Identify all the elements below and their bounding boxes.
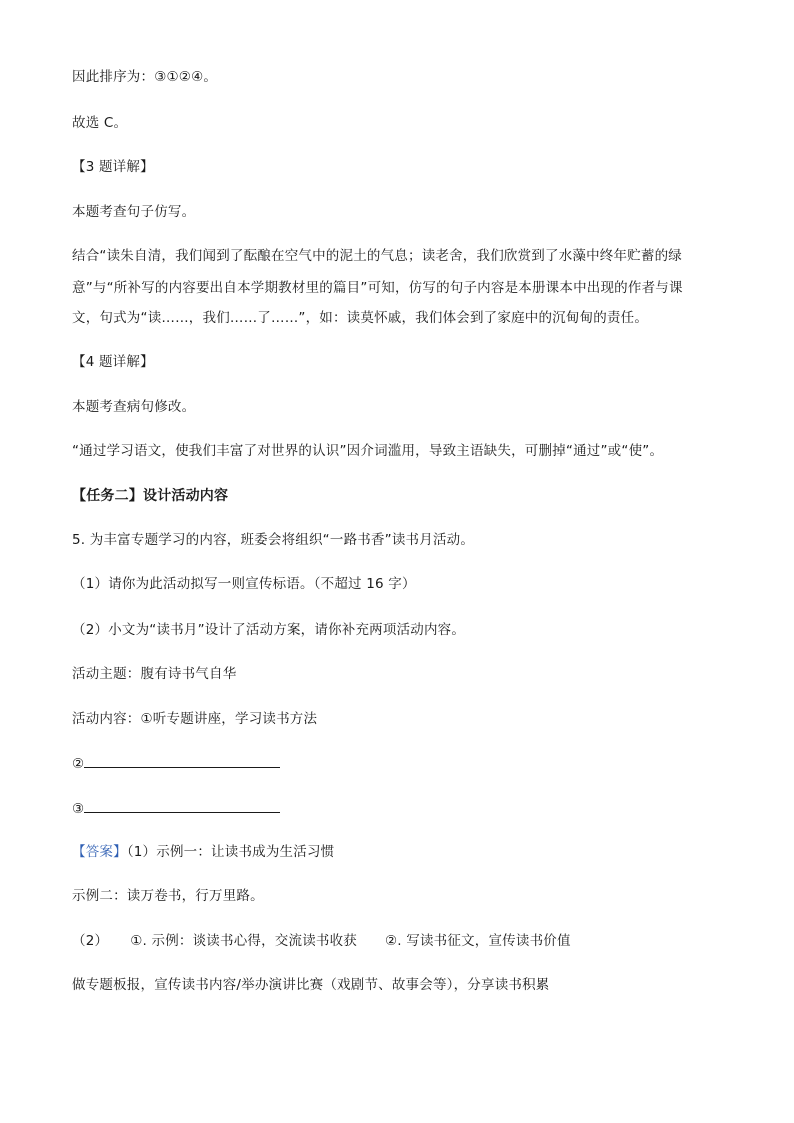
answer-tag: 【答案】 [72,844,127,860]
answer-line-1 [72,842,334,862]
q5-sub2: （2）小文为“读书月”设计了活动方案，请你补充两项活动内容。 [72,622,466,638]
answer-line-2 [72,931,571,951]
answer-2-item-3: 做专题板报，宣传读书内容/举办演讲比赛（戏剧节、故事会等），分享读书积累 [72,977,550,993]
q3-intro: 本题考查句子仿写。 [72,204,196,220]
blank-label-2: ② [72,756,85,772]
task2-heading: 【任务二】设计活动内容 [72,488,229,504]
answer-example-1: （1）示例一：让读书成为生活习惯 [126,844,335,860]
q3-analysis-line2: 意”与“所补写的内容要出自本学期教材里的篇目”可知，仿写的句子内容是本册课本中出现的作者与课 [72,280,683,296]
q4-analysis: “通过学习语文，使我们丰富了对世界的认识”因介词滥用，导致主语缺失，可删掉“通过”或“使”。 [72,443,664,459]
answer-2-item-2: ②. 写读书征文，宣传读书价值 [385,933,571,949]
q4-heading: 【4 题详解】 [72,354,154,370]
q5-stem: 5. 为丰富专题学习的内容，班委会将组织“一路书香”读书月活动。 [72,532,475,548]
answer-blank-2 [84,753,280,768]
answer-2-prefix: （2） [72,933,109,949]
blank-line-2 [72,753,280,774]
answer-blank-3 [84,798,280,813]
blank-label-3: ③ [72,801,85,817]
q5-sub1: （1）请你为此活动拟写一则宣传标语。（不超过 16 字） [72,576,416,592]
blank-line-3 [72,798,280,819]
q4-intro: 本题考查病句修改。 [72,399,196,415]
answer-2-item-1: ①. 示例：谈读书心得，交流读书收获 [130,933,357,949]
q3-analysis-line1: 结合“读朱自清，我们闻到了酝酿在空气中的泥土的气息；读老舍，我们欣赏到了水藻中终年贮蓄的绿 [72,248,682,264]
activity-theme: 活动主题：腹有诗书气自华 [72,666,237,682]
answer-example-2: 示例二：读万卷书，行万里路。 [72,888,264,904]
q3-heading: 【3 题详解】 [72,159,154,175]
q3-analysis-line3: 文，句式为“读……，我们……了……”，如：读莫怀戚，我们体会到了家庭中的沉甸甸的责任。 [72,310,649,326]
order-line: 因此排序为：③①②④。 [72,69,218,85]
activity-content: 活动内容：①听专题讲座，学习读书方法 [72,711,318,727]
choice-line: 故选 C。 [72,115,128,131]
